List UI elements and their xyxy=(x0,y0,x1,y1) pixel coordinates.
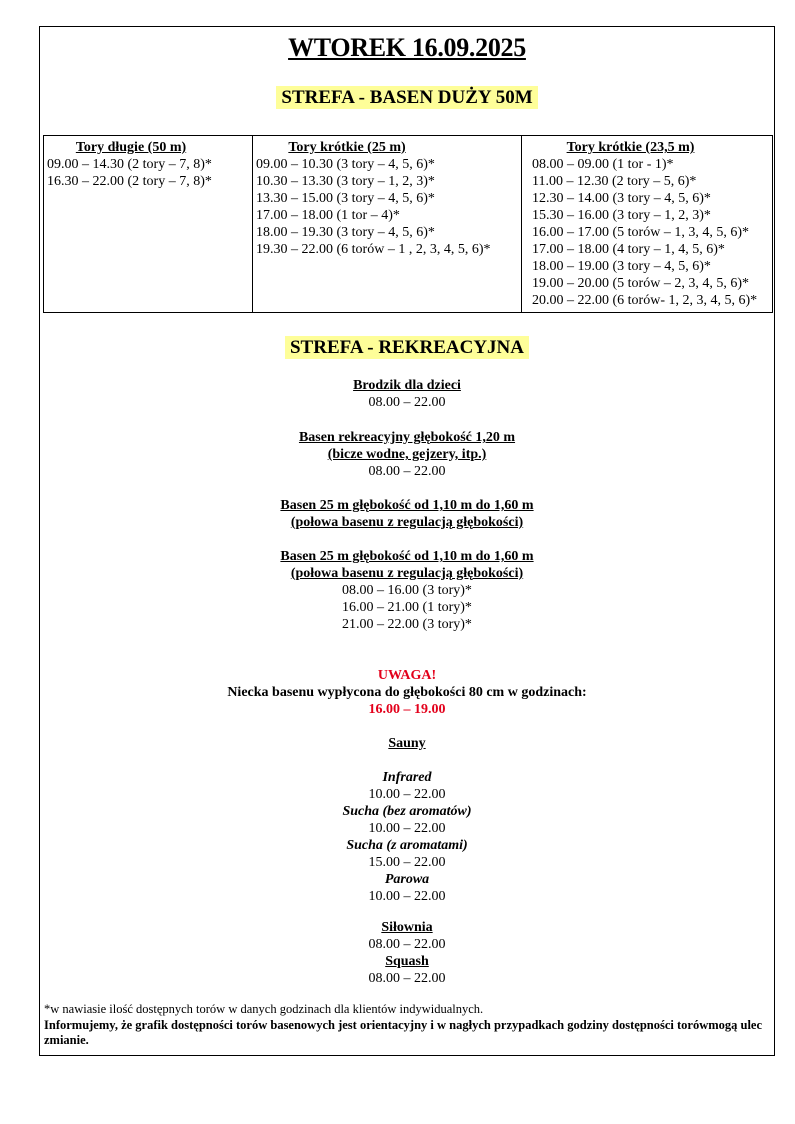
footnote-text: *w nawiasie ilość dostępnych torów w danych godzinach dla klientów indywidualnych. xyxy=(44,1002,484,1016)
pool25-b-row: 08.00 – 16.00 (3 tory)* xyxy=(342,583,472,598)
pool25-a-subtitle: (połowa basenu z regulacją głębokości) xyxy=(290,515,524,530)
squash-hours: 08.00 – 22.00 xyxy=(368,971,446,986)
page-title: WTOREK 16.09.2025 xyxy=(288,33,526,62)
short-lanes-25-column xyxy=(253,136,522,313)
warning-hours: 16.00 – 19.00 xyxy=(368,702,446,717)
lane-row: 13.30 – 15.00 (3 tory – 4, 5, 6)* xyxy=(256,191,435,206)
sauna-steam-hours: 10.00 – 22.00 xyxy=(368,889,446,904)
lane-row: 12.30 – 14.00 (3 tory – 4, 5, 6)* xyxy=(532,191,711,206)
zone-rec-heading xyxy=(40,337,774,359)
gym-hours: 08.00 – 22.00 xyxy=(368,937,446,952)
pool25-b-section xyxy=(40,548,774,633)
lane-row: 09.00 – 14.30 (2 tory – 7, 8)* xyxy=(47,157,212,172)
footnote-section xyxy=(44,1002,764,1048)
squash-title: Squash xyxy=(385,954,429,969)
lane-row: 11.00 – 12.30 (2 tory – 5, 6)* xyxy=(532,174,697,189)
lane-row: 19.30 – 22.00 (6 torów – 1 , 2, 3, 4, 5, 6)* xyxy=(256,242,491,257)
warning-text: Niecka basenu wypłycona do głębokości 80 cm w godzinach: xyxy=(227,685,587,700)
pool25-a-section xyxy=(40,497,774,531)
sauna-steam-name: Parowa xyxy=(384,872,430,887)
zone-rec-heading-text: STREFA - REKREACYJNA xyxy=(285,336,529,359)
rec-pool-section xyxy=(40,429,774,480)
sauna-infrared-hours: 10.00 – 22.00 xyxy=(368,787,446,802)
sauna-dry-hours: 10.00 – 22.00 xyxy=(368,821,446,836)
rec-pool-hours: 08.00 – 22.00 xyxy=(368,464,446,479)
sauna-dry-name: Sucha (bez aromatów) xyxy=(342,804,472,819)
schedule-frame xyxy=(39,26,775,1056)
lane-row: 19.00 – 20.00 (5 torów – 2, 3, 4, 5, 6)* xyxy=(532,276,749,291)
lane-row: 18.00 – 19.30 (3 tory – 4, 5, 6)* xyxy=(256,225,435,240)
gym-title: Siłownia xyxy=(381,920,433,935)
kids-pool-hours: 08.00 – 22.00 xyxy=(368,395,446,410)
sauna-dry-aroma-hours: 15.00 – 22.00 xyxy=(368,855,446,870)
zone-big-heading-text: STREFA - BASEN DUŻY 50M xyxy=(276,86,537,109)
gym-squash-section xyxy=(40,919,774,987)
lanes-table xyxy=(43,135,773,313)
lane-row: 18.00 – 19.00 (3 tory – 4, 5, 6)* xyxy=(532,259,711,274)
lane-row: 09.00 – 10.30 (3 tory – 4, 5, 6)* xyxy=(256,157,435,172)
sauna-infrared-name: Infrared xyxy=(382,770,432,785)
pool25-b-row: 21.00 – 22.00 (3 tory)* xyxy=(342,617,472,632)
pool25-a-title: Basen 25 m głębokość od 1,10 m do 1,60 m xyxy=(280,498,534,513)
rec-pool-title: Basen rekreacyjny głębokość 1,20 m xyxy=(298,430,516,445)
lane-row: 17.00 – 18.00 (4 tory – 1, 4, 5, 6)* xyxy=(532,242,725,257)
lane-row: 10.30 – 13.30 (3 tory – 1, 2, 3)* xyxy=(256,174,435,189)
short-lanes-23-column xyxy=(522,136,773,313)
warning-section xyxy=(40,667,774,718)
lane-row: 17.00 – 18.00 (1 tor – 4)* xyxy=(256,208,400,223)
kids-pool-section xyxy=(40,377,774,411)
notice-text: Informujemy, że grafik dostępności torów basenowych jest orientacyjny i w nagłych przypadkach godziny dostępności torówmogą ulec zmianie. xyxy=(44,1018,763,1047)
warning-label: UWAGA! xyxy=(377,668,437,683)
lane-row: 15.30 – 16.00 (3 tory – 1, 2, 3)* xyxy=(532,208,711,223)
lane-row: 16.30 – 22.00 (2 tory – 7, 8)* xyxy=(47,174,212,189)
lane-row: 16.00 – 17.00 (5 torów – 1, 3, 4, 5, 6)* xyxy=(532,225,749,240)
column-header: Tory krótkie (25 m) xyxy=(288,140,406,155)
saunas-title: Sauny xyxy=(388,736,426,751)
lane-row: 20.00 – 22.00 (6 torów- 1, 2, 3, 4, 5, 6)* xyxy=(532,293,758,308)
zone-big-heading xyxy=(40,87,774,109)
long-lanes-column xyxy=(44,136,253,313)
pool25-b-title: Basen 25 m głębokość od 1,10 m do 1,60 m xyxy=(280,549,534,564)
lane-row: 08.00 – 09.00 (1 tor - 1)* xyxy=(532,157,674,172)
sauna-dry-aroma-name: Sucha (z aromatami) xyxy=(346,838,468,853)
rec-pool-subtitle: (bicze wodne, gejzery, itp.) xyxy=(327,447,487,462)
pool25-b-row: 16.00 – 21.00 (1 tory)* xyxy=(342,600,472,615)
column-header: Tory krótkie (23,5 m) xyxy=(566,140,695,155)
saunas-section xyxy=(40,735,774,905)
column-header: Tory długie (50 m) xyxy=(75,140,187,155)
kids-pool-title: Brodzik dla dzieci xyxy=(353,378,461,393)
pool25-b-subtitle: (połowa basenu z regulacją głębokości) xyxy=(290,566,524,581)
